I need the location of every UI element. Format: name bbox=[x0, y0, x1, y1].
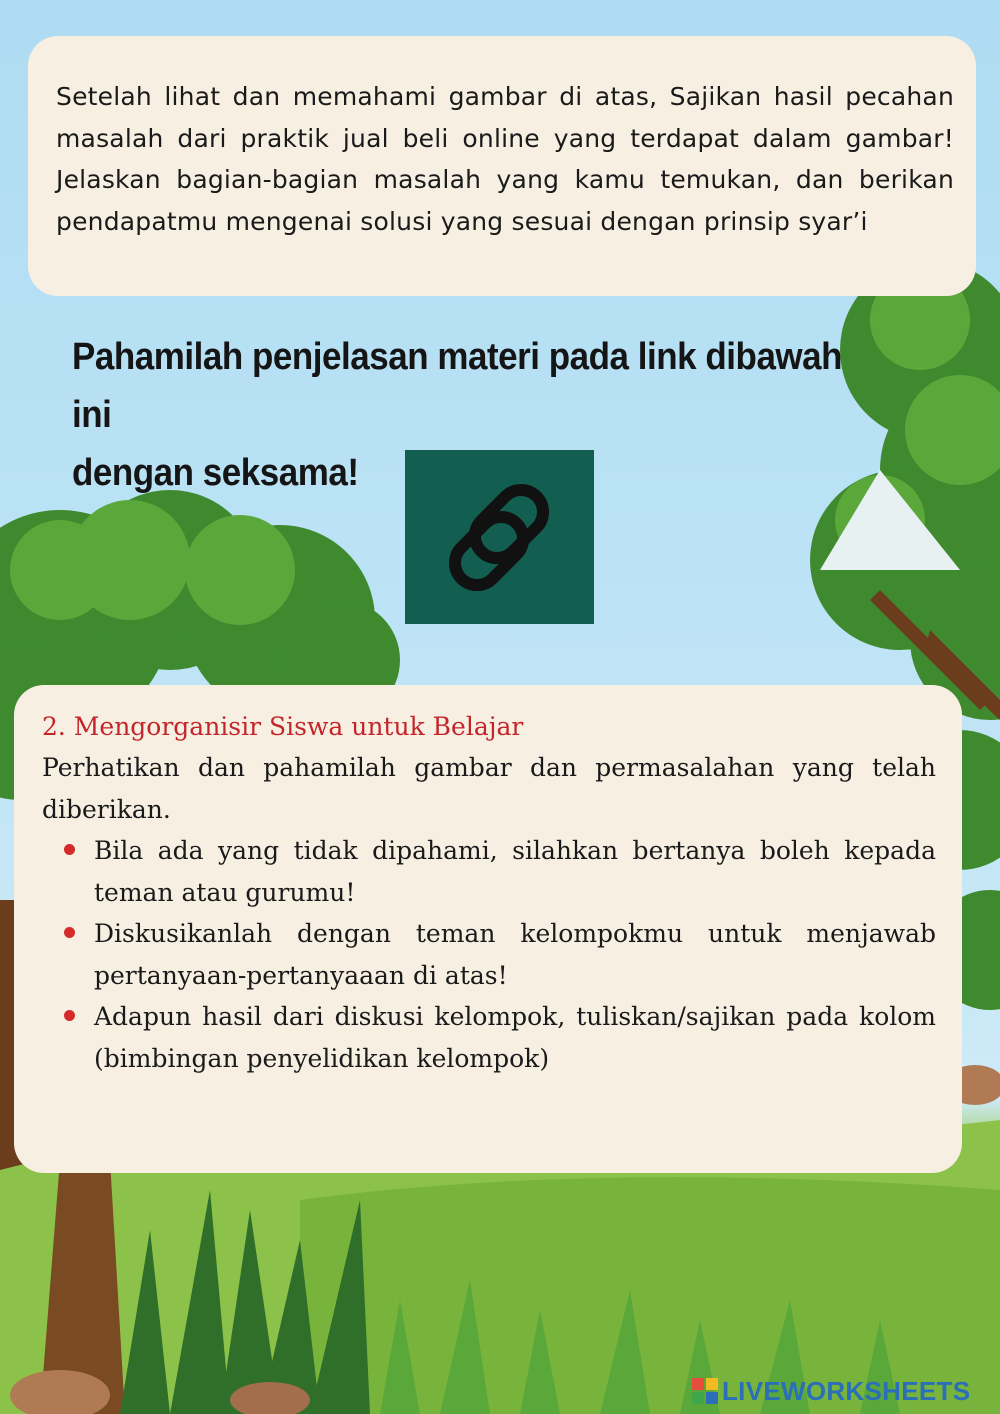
instruction-text: Setelah lihat dan memahami gambar di atas, Sajikan hasil pecahan masalah dari praktik jual beli online yang terdapat dalam gambar! Jelaskan bagian-bagian masalah yang kamu temukan, dan berikan pendapatmu mengenai solusi yang sesuai dengan prinsip syar’i bbox=[56, 82, 954, 236]
material-link-button[interactable] bbox=[405, 450, 594, 624]
section-title: 2. Mengorganisir Siswa untuk Belajar bbox=[42, 712, 524, 741]
watermark-text: LIVEWORKSHEETS bbox=[722, 1375, 971, 1406]
bullet-dot bbox=[64, 844, 75, 855]
list-item bbox=[42, 996, 936, 1079]
liveworksheets-watermark bbox=[692, 1376, 970, 1406]
list-item bbox=[42, 913, 936, 996]
bullet-dot bbox=[64, 927, 75, 938]
bullet-dot bbox=[64, 1010, 75, 1021]
list-item-text: Bila ada yang tidak dipahami, silahkan bertanya boleh kepada teman atau gurumu! bbox=[94, 836, 936, 907]
list-item-text: Diskusikanlah dengan teman kelompokmu untuk menjawab pertanyaan-pertanyaaan di atas! bbox=[94, 919, 936, 990]
list-item-text: Adapun hasil dari diskusi kelompok, tuliskan/sajikan pada kolom (bimbingan penyelidikan kelompok) bbox=[94, 1002, 936, 1073]
heading-line-2: dengan seksama! bbox=[72, 452, 359, 494]
liveworksheets-logo-icon bbox=[692, 1378, 718, 1404]
list-item bbox=[42, 830, 936, 913]
section-intro: Perhatikan dan pahamilah gambar dan permasalahan yang telah diberikan. bbox=[42, 753, 936, 824]
instruction-list bbox=[42, 830, 936, 1079]
organizing-students-card bbox=[14, 685, 962, 1173]
link-icon bbox=[405, 450, 594, 624]
instruction-card bbox=[28, 36, 976, 296]
heading-line-1: Pahamilah penjelasan materi pada link dibawah ini bbox=[72, 336, 843, 436]
